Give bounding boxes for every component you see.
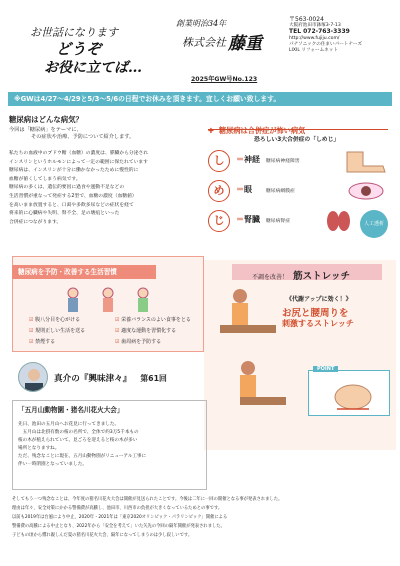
- column-footer: そしてもう一つ残念なことは、今年度の猪名川花火大会は開催が見送られたことです。今後は二年に一回の開催となる事が発表されました。 理由は年々、安全対策にかかる警備費が高騰し、池田市、川西市の負担が大きくなっているためとの事です。 以前も2019年は台風により中止、2020年・2021年は「東京2020オリンピック・パラリンピック」開催による 警備費の高騰による中止となり、2022年から「安全を考えて」いた矢先の今回の隔年開催が発表されました。 子どもの頃から慣れ親しんだ夏の猪名川花火大会、隔年になってしまうのは少し寂しいです。: [12, 497, 283, 538]
- column-box: [12, 400, 207, 490]
- complications-title-wrap: [208, 118, 388, 135]
- illustration-people: [53, 285, 163, 313]
- check-item: ☑ 禁煙する: [29, 339, 56, 345]
- banner-title: 筋ストレッチ: [293, 271, 351, 282]
- intro-title: 糖尿病はどんな病気？: [9, 115, 83, 124]
- diabetes-intro: [9, 114, 199, 141]
- complication-name: ＝腎臓: [236, 215, 260, 224]
- partner-label: パナソニックの住まいパートナーズ: [289, 41, 362, 47]
- complication-row-nerve: [206, 148, 392, 174]
- body-line: 糖尿病の多くは、遺伝的要因に過食や運動不足などの: [9, 185, 125, 191]
- check-icon: ☑: [29, 339, 36, 345]
- check-icon: ☑: [29, 328, 36, 334]
- habits-box: [12, 256, 204, 352]
- greeting-line-3: お役に立てば…: [44, 60, 142, 76]
- complications-subtitle: 恐ろしい3大合併症の「しめじ」: [254, 137, 340, 143]
- header: [0, 0, 400, 92]
- body-line: 私たちの血液中のブドウ糖（血糖）の濃度は、膵臓から分泌され: [9, 151, 149, 156]
- complication-row-kidney: [206, 208, 392, 238]
- bullet-icon: ＝: [236, 185, 244, 194]
- complication-name: ＝神経: [236, 155, 260, 164]
- check-icon: ☑: [29, 317, 36, 323]
- complication-desc: 糖尿病神経障害: [266, 159, 300, 164]
- dialysis-badge: 人工透析: [360, 210, 388, 238]
- address-block: [289, 17, 397, 54]
- company-name: 藤重: [228, 34, 262, 54]
- foot-icon: [341, 148, 389, 174]
- column-series: 真介の『興味津々』 第61回: [54, 374, 167, 384]
- intro-line-2: その症状や治療、予防について紹介します。: [31, 134, 135, 141]
- body-line: 血糖が値くしてしまう病気です。: [9, 176, 81, 182]
- habits-title-bar: [12, 265, 156, 279]
- complication-name: ＝眼: [236, 185, 252, 194]
- stretch-lead: 《代謝アップに効く！》: [286, 296, 352, 303]
- stretch-panel: [204, 260, 396, 450]
- founded-label: 創業明治34年: [176, 19, 227, 28]
- complications-panel: [204, 112, 394, 252]
- telephone: TEL 072-763-3339: [289, 28, 350, 36]
- complication-desc: 糖尿病網膜症: [266, 189, 295, 194]
- complication-row-eye: [206, 178, 392, 204]
- person-icon: [19, 363, 48, 392]
- issue-number: 2025年GW号No.123: [191, 76, 258, 83]
- website-link[interactable]: http://www.fujiju.com/: [289, 35, 340, 41]
- complication-desc: 糖尿病腎症: [266, 219, 290, 224]
- complications-title: 糖尿病は合併症が怖い病気: [218, 126, 306, 135]
- notice-bar: [8, 92, 392, 106]
- lixil-label: LIXIL リフォームネット: [289, 48, 338, 54]
- eye-icon: [346, 180, 386, 202]
- check-icon: ☑: [115, 339, 122, 345]
- kana-badge: じ: [208, 210, 230, 232]
- point-box: [308, 366, 390, 416]
- habits-title: 糖尿病を予防・改善する生活習慣: [18, 268, 117, 276]
- notice-text: ※GWは4/27～4/29と5/3～5/6の日程でお休みを頂きます。宜しくお願い致します。: [14, 95, 281, 103]
- point-label: POINT: [313, 366, 338, 372]
- kana-badge: め: [208, 180, 230, 202]
- column-header: [18, 362, 208, 394]
- stretch-title-2: 刺激するストレッチ: [282, 319, 354, 328]
- check-item: ☑ 規則正しい生活を送る: [29, 328, 86, 334]
- stretch-figure-2-icon: [226, 360, 296, 422]
- stretch-figure-1-icon: [210, 286, 278, 358]
- check-item: ☑ 歯周病を予防する: [115, 339, 162, 345]
- stretch-banner: [232, 264, 382, 280]
- kana-badge: し: [208, 150, 230, 172]
- greeting-line-1: お世話になります: [30, 26, 118, 39]
- intro-line-1: 今回は「糖尿病」をテーマに、: [9, 127, 82, 133]
- postal-code: 〒563-0024: [289, 16, 324, 23]
- body-line: 将来的に心臓病や失明、腎不全、足の壊疽といった: [9, 211, 120, 217]
- body-line: 生活習慣が重なって発症する2型で、血糖の濃度（血糖値）: [9, 193, 137, 199]
- greeting-line-2: どうぞ: [56, 40, 102, 58]
- body-line: インスリンというホルモンによって一定の範囲に保たれています: [9, 159, 148, 165]
- author-avatar: [18, 362, 48, 392]
- address: 大阪府池田市鉢塚3-7-13: [289, 23, 341, 29]
- bullet-icon: ＝: [236, 155, 244, 164]
- column-box-title: 「五月山動物園・猪名川花火大会」: [18, 406, 124, 414]
- stretch-title-1: お尻と腰周りを: [282, 308, 349, 319]
- leg-detail-icon: [329, 379, 379, 413]
- kidney-icon: [324, 208, 352, 234]
- company-label: 株式会社: [182, 36, 226, 49]
- check-item: ☑ 適度な運動を習慣化する: [115, 328, 177, 334]
- check-icon: ☑: [115, 317, 122, 323]
- body-line: 糖尿病は、インスリンが十分に働かなかったために慢性的に: [9, 168, 139, 174]
- diabetes-body: [9, 150, 199, 227]
- check-item: ☑ 栄養バランスのよい食事をとる: [115, 317, 191, 323]
- bullet-icon: ＝: [236, 215, 244, 224]
- banner-prefix: 不調を改善！: [252, 274, 289, 281]
- check-icon: ☑: [115, 328, 122, 334]
- check-item: ☑ 腹八分目を心がける: [29, 317, 81, 323]
- body-line: を高いまま放置すると、口渇や多飲多尿などの症状を経て: [9, 202, 134, 208]
- body-line: 合併症につながります。: [9, 219, 62, 225]
- family-illustration-icon: [53, 285, 163, 313]
- column-body: 先日、池田の五月山へお花見に行ってきました。 五月山は北摂有数の桜の名所で、全体で約3万5千本もの 桜の木が植えられていて、見ごろを迎えると桜の木が多い 場所となりますね。 ただ、残念なことに現在、五月山動物園がリニューアル工事に 伴い一時閉園となっていました。: [18, 422, 147, 467]
- warning-icon: ✚: [208, 127, 214, 135]
